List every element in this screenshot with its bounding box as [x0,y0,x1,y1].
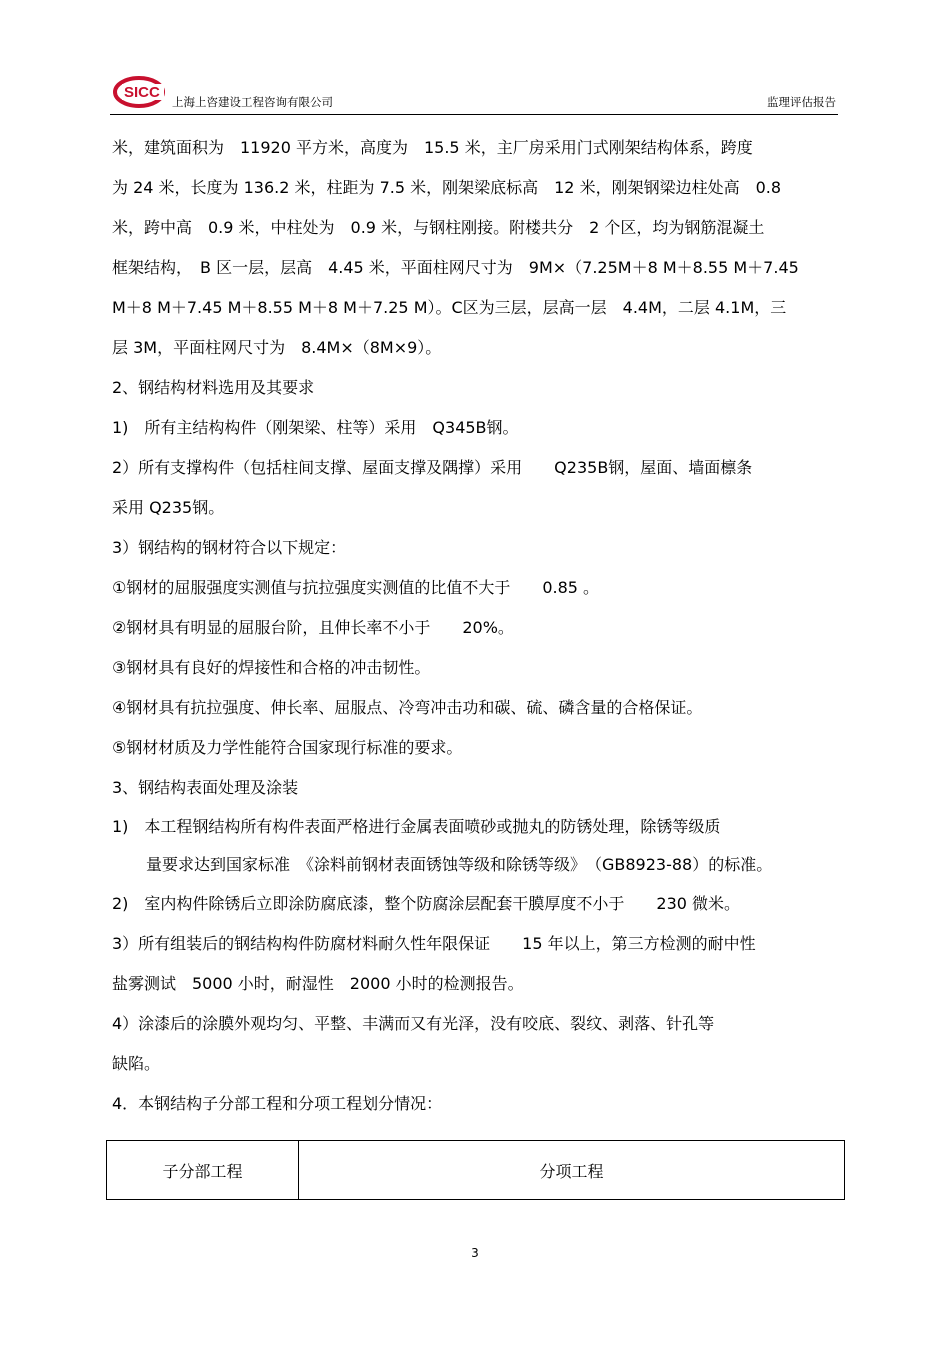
text-line: 框架结构， B 区一层，层高 4.45 米，平面柱网尺寸为 9M×（7.25M＋8 M＋8.55 M＋7.45 [112,258,799,277]
text-line: 米，建筑面积为 11920 平方米，高度为 15.5 米，主厂房采用门式刚架结构体系，跨度 [112,138,753,157]
logo-text: SICC [124,84,160,101]
list-item: ③钢材具有良好的焊接性和合格的冲击韧性。 [112,658,431,677]
text-line: 为 24 米，长度为 136.2 米，柱距为 7.5 米，刚架梁底标高 12 米，刚架钢梁边柱处高 0.8 [112,178,782,197]
report-body [112,128,838,1124]
table-header-subitem: 分项工程 [539,1161,604,1181]
section-heading: 3、钢结构表面处理及涂装 [112,778,299,797]
text-line: 米，跨中高 0.9 米，中柱处为 0.9 米，与钢柱刚接。附楼共分 2 个区，均为钢筋混凝土 [112,218,765,237]
section-heading: 2、钢结构材料选用及其要求 [112,378,315,397]
list-item: 1) 本工程钢结构所有构件表面严格进行金属表面喷砂或抛丸的防锈处理，除锈等级质 [112,817,721,836]
section-heading: 4．本钢结构子分部工程和分项工程划分情况： [112,1094,443,1113]
list-item: 4）涂漆后的涂膜外观均匀、平整、丰满而又有光泽，没有咬底、裂纹、剥落、针孔等 [112,1014,715,1033]
list-item: ①钢材的屈服强度实测值与抗拉强度实测值的比值不大于 0.85 。 [112,578,600,597]
list-item: 3）所有组装后的钢结构构件防腐材料耐久性年限保证 15 年以上，第三方检测的耐中性 [112,934,756,953]
text-line: 采用 Q235钢。 [112,498,225,517]
text-line: 缺陷。 [112,1054,161,1073]
report-type: 监理评估报告 [767,95,836,109]
table-header-subdivision: 子分部工程 [107,1141,299,1199]
list-item: 1) 所有主结构构件（刚架梁、柱等）采用 Q345B钢。 [112,418,519,437]
list-item: ②钢材具有明显的屈服台阶，且伸长率不小于 20%。 [112,618,514,637]
list-item: 2) 室内构件除锈后立即涂防腐底漆，整个防腐涂层配套干膜厚度不小于 230 微米。 [112,894,741,913]
page-number: 3 [471,1246,479,1260]
list-item: ④钢材具有抗拉强度、伸长率、屈服点、冷弯冲击功和碳、硫、磷含量的合格保证。 [112,698,703,717]
division-table [106,1140,845,1200]
text-line: 量要求达到国家标准 《涂料前钢材表面锈蚀等级和除锈等级》 （GB8923-88）的标准。 [146,855,773,874]
header-divider [110,114,838,115]
list-item: 3）钢结构的钢材符合以下规定： [112,538,347,557]
page-header [110,70,838,118]
text-line: 盐雾测试 5000 小时，耐湿性 2000 小时的检测报告。 [112,974,524,993]
list-item: ⑤钢材材质及力学性能符合国家现行标准的要求。 [112,738,463,757]
text-line: 层 3M，平面柱网尺寸为 8.4M×（8M×9）。 [112,338,442,357]
text-line: M＋8 M＋7.45 M＋8.55 M＋8 M＋7.25 M）。C区为三层，层高一层 4.4M，二层 4.1M，三 [112,298,787,317]
list-item: 2）所有支撑构件（包括柱间支撑、屋面支撑及隅撑）采用 Q235B钢，屋面、墙面檩条 [112,458,753,477]
sicc-logo [112,70,172,110]
company-name: 上海上咨建设工程咨询有限公司 [172,95,333,109]
